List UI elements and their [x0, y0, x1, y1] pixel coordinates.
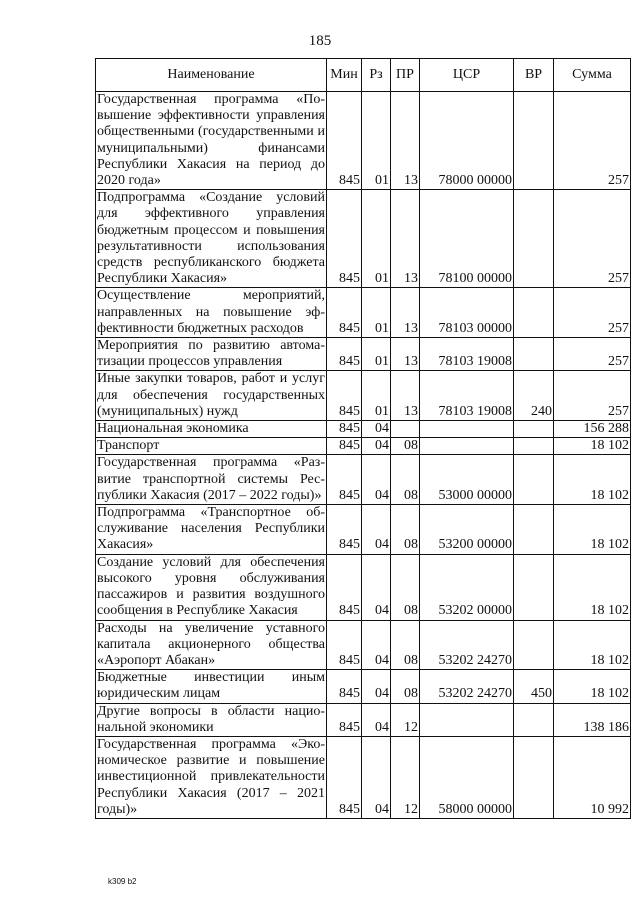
row-vr	[514, 338, 554, 371]
row-sum: 257	[554, 190, 631, 288]
row-rz: 01	[362, 338, 391, 371]
row-vr	[514, 421, 554, 438]
row-sum: 18 102	[554, 455, 631, 505]
table-row	[96, 554, 631, 620]
row-name: Бюджетные инвестиции иным юридическим лицам	[97, 670, 325, 702]
row-min: 845	[327, 670, 362, 703]
row-csr: 53202 24270	[420, 620, 514, 670]
row-name: Национальная экономика	[96, 421, 327, 438]
header-sum: Сумма	[554, 59, 631, 92]
budget-table	[95, 58, 631, 819]
row-csr: 53000 00000	[420, 455, 514, 505]
row-name: Расходы на увеличение уставного капитала акционерного общества «Аэропорт Абакан»	[97, 620, 325, 668]
row-csr: 53200 00000	[420, 505, 514, 555]
row-sum: 18 102	[554, 620, 631, 670]
header-rz: Рз	[362, 59, 391, 92]
row-min: 845	[327, 455, 362, 505]
row-csr	[420, 438, 514, 455]
header-csr: ЦСР	[420, 59, 514, 92]
row-csr	[420, 703, 514, 736]
table-row	[96, 371, 631, 421]
row-pr: 12	[391, 736, 420, 818]
row-sum: 257	[554, 92, 631, 190]
header-pr: ПР	[391, 59, 420, 92]
row-vr	[514, 703, 554, 736]
row-name: Мероприятия по развитию автоматизации процессов управления	[97, 338, 325, 370]
row-vr	[514, 505, 554, 555]
header-name: Наименование	[96, 59, 327, 92]
footer-code: k309 b2	[108, 877, 137, 886]
row-vr: 240	[514, 371, 554, 421]
row-rz: 04	[362, 455, 391, 505]
row-min: 845	[327, 371, 362, 421]
table-row	[96, 736, 631, 818]
row-pr: 13	[391, 371, 420, 421]
table-row	[96, 620, 631, 670]
row-min: 845	[327, 703, 362, 736]
row-sum: 156 288	[554, 421, 631, 438]
row-name: Подпрограмма «Транспортное обслуживание населения Республики Хакасия»	[97, 505, 325, 553]
row-pr: 08	[391, 620, 420, 670]
table-row	[96, 421, 631, 438]
row-sum: 257	[554, 371, 631, 421]
row-name: Государственная программа «Экономическое развитие и повышение инвестиционной привлекательности Республики Хакасия (2017 – 2021 годы)»	[97, 736, 325, 817]
row-vr	[514, 455, 554, 505]
row-sum: 18 102	[554, 670, 631, 703]
row-min: 845	[327, 620, 362, 670]
header-min: Мин	[327, 59, 362, 92]
row-csr: 78103 19008	[420, 371, 514, 421]
row-pr: 08	[391, 554, 420, 620]
table-row	[96, 455, 631, 505]
row-min: 845	[327, 438, 362, 455]
row-pr: 08	[391, 670, 420, 703]
row-csr: 78100 00000	[420, 190, 514, 288]
page-number: 185	[308, 33, 332, 49]
row-csr: 78103 19008	[420, 338, 514, 371]
row-name: Другие вопросы в области национальной экономики	[97, 703, 325, 735]
row-pr: 12	[391, 703, 420, 736]
row-csr: 53202 24270	[420, 670, 514, 703]
row-rz: 01	[362, 190, 391, 288]
row-sum: 18 102	[554, 438, 631, 455]
row-rz: 04	[362, 438, 391, 455]
row-vr: 450	[514, 670, 554, 703]
row-name: Государственная программа «Повышение эффективности управления общественными (государственными и муниципальными) финансами Республики Хакасия на период до 2020 года»	[97, 92, 325, 189]
row-name: Создание условий для обеспечения высокого уровня обслуживания пассажиров и развития воздушного сообщения в Республике Хакасия	[97, 554, 325, 619]
header-vr: ВР	[514, 59, 554, 92]
row-min: 845	[327, 190, 362, 288]
row-sum: 257	[554, 338, 631, 371]
row-rz: 01	[362, 371, 391, 421]
row-sum: 257	[554, 288, 631, 338]
row-min: 845	[327, 505, 362, 555]
row-name: Транспорт	[96, 438, 327, 455]
row-name: Подпрограмма «Создание условий для эффективного управления бюджетным процессом и повышения результативности использования средств республиканского бюджета Республики Хакасия»	[97, 190, 325, 287]
row-vr	[514, 438, 554, 455]
row-pr: 08	[391, 455, 420, 505]
row-pr: 13	[391, 288, 420, 338]
row-name: Иные закупки товаров, работ и услуг для обеспечения государственных (муниципальных) нужд	[97, 371, 325, 419]
table-row	[96, 703, 631, 736]
row-rz: 04	[362, 736, 391, 818]
row-sum: 18 102	[554, 554, 631, 620]
row-rz: 04	[362, 554, 391, 620]
row-csr: 53202 00000	[420, 554, 514, 620]
row-sum: 10 992	[554, 736, 631, 818]
row-sum: 18 102	[554, 505, 631, 555]
row-vr	[514, 288, 554, 338]
row-name: Осуществление мероприятий, направленных на повышение эффективности бюджетных расходов	[97, 288, 325, 336]
table-row	[96, 190, 631, 288]
row-vr	[514, 190, 554, 288]
row-pr: 13	[391, 338, 420, 371]
row-rz: 04	[362, 620, 391, 670]
row-min: 845	[327, 421, 362, 438]
row-min: 845	[327, 92, 362, 190]
row-rz: 04	[362, 670, 391, 703]
table-row	[96, 670, 631, 703]
table-row	[96, 338, 631, 371]
row-vr	[514, 554, 554, 620]
row-csr: 58000 00000	[420, 736, 514, 818]
table-row	[96, 438, 631, 455]
row-rz: 01	[362, 288, 391, 338]
row-sum: 138 186	[554, 703, 631, 736]
row-vr	[514, 92, 554, 190]
row-min: 845	[327, 736, 362, 818]
row-name: Государственная программа «Развитие транспортной системы Республики Хакасия (2017 – 2022 годы)»	[97, 455, 325, 503]
row-min: 845	[327, 288, 362, 338]
row-rz: 04	[362, 421, 391, 438]
row-vr	[514, 620, 554, 670]
row-rz: 01	[362, 92, 391, 190]
row-csr: 78000 00000	[420, 92, 514, 190]
table-header-row	[96, 59, 631, 92]
row-csr	[420, 421, 514, 438]
row-pr: 13	[391, 92, 420, 190]
row-pr: 08	[391, 438, 420, 455]
row-pr	[391, 421, 420, 438]
table-row	[96, 505, 631, 555]
row-min: 845	[327, 554, 362, 620]
row-pr: 13	[391, 190, 420, 288]
row-min: 845	[327, 338, 362, 371]
row-rz: 04	[362, 505, 391, 555]
row-rz: 04	[362, 703, 391, 736]
row-pr: 08	[391, 505, 420, 555]
table-row	[96, 92, 631, 190]
table-row	[96, 288, 631, 338]
row-csr: 78103 00000	[420, 288, 514, 338]
row-vr	[514, 736, 554, 818]
